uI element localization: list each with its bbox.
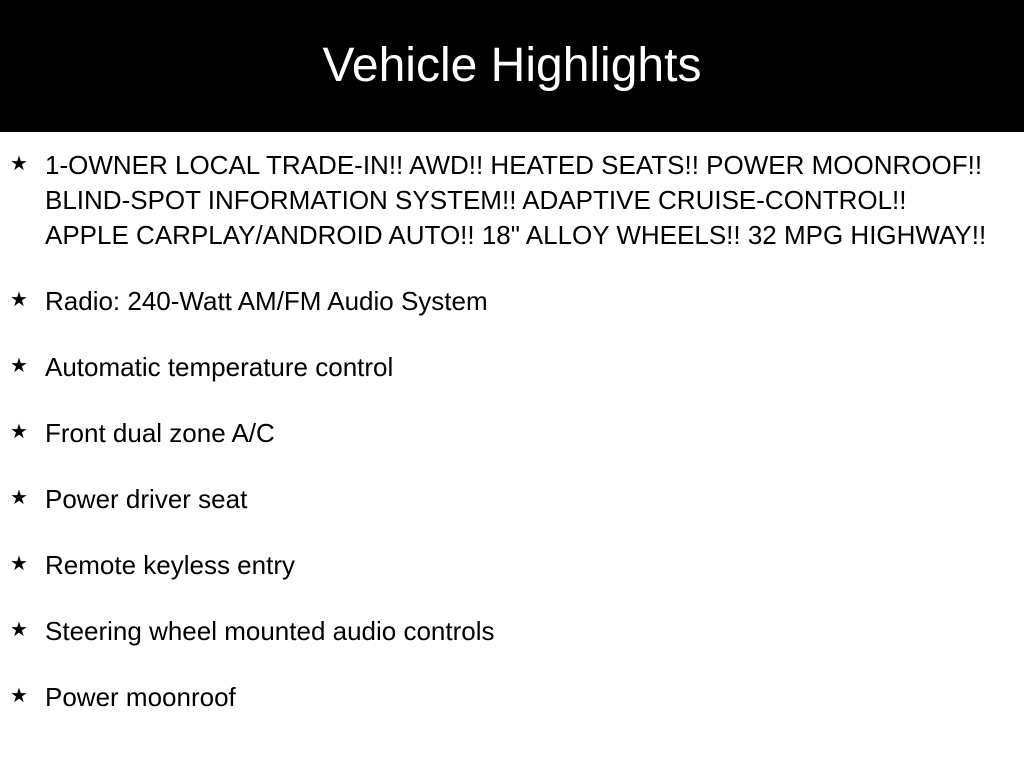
highlight-text: Steering wheel mounted audio controls <box>45 616 495 646</box>
highlight-text: Front dual zone A/C <box>45 418 275 448</box>
list-item <box>10 148 994 253</box>
list-item <box>10 416 994 451</box>
page-title: Vehicle Highlights <box>322 39 702 92</box>
star-icon: ★ <box>10 683 28 707</box>
highlight-text: 1-OWNER LOCAL TRADE-IN!! AWD!! HEATED SEATS!! POWER MOONROOF!! BLIND-SPOT INFORMATION SYSTEM!! ADAPTIVE CRUISE-CONTROL!! APPLE CARPLAY/ANDROID AUTO!! 18" ALLOY WHEELS!! 32 MPG HIGHWAY!! <box>45 150 987 250</box>
highlight-text: Remote keyless entry <box>45 550 295 580</box>
highlight-text: Power driver seat <box>45 484 248 514</box>
list-item <box>10 482 994 517</box>
highlight-text: Radio: 240-Watt AM/FM Audio System <box>45 286 488 316</box>
star-icon: ★ <box>10 151 28 175</box>
star-icon: ★ <box>10 353 28 377</box>
highlight-text: Automatic temperature control <box>45 352 394 382</box>
star-icon: ★ <box>10 617 28 641</box>
star-icon: ★ <box>10 485 28 509</box>
list-item <box>10 614 994 649</box>
star-icon: ★ <box>10 419 28 443</box>
list-item <box>10 350 994 385</box>
star-icon: ★ <box>10 287 28 311</box>
highlight-text: Power moonroof <box>45 682 236 712</box>
star-icon: ★ <box>10 551 28 575</box>
list-item <box>10 284 994 319</box>
list-item <box>10 548 994 583</box>
highlights-list <box>0 132 1024 715</box>
list-item <box>10 680 994 715</box>
header-banner <box>0 0 1024 132</box>
